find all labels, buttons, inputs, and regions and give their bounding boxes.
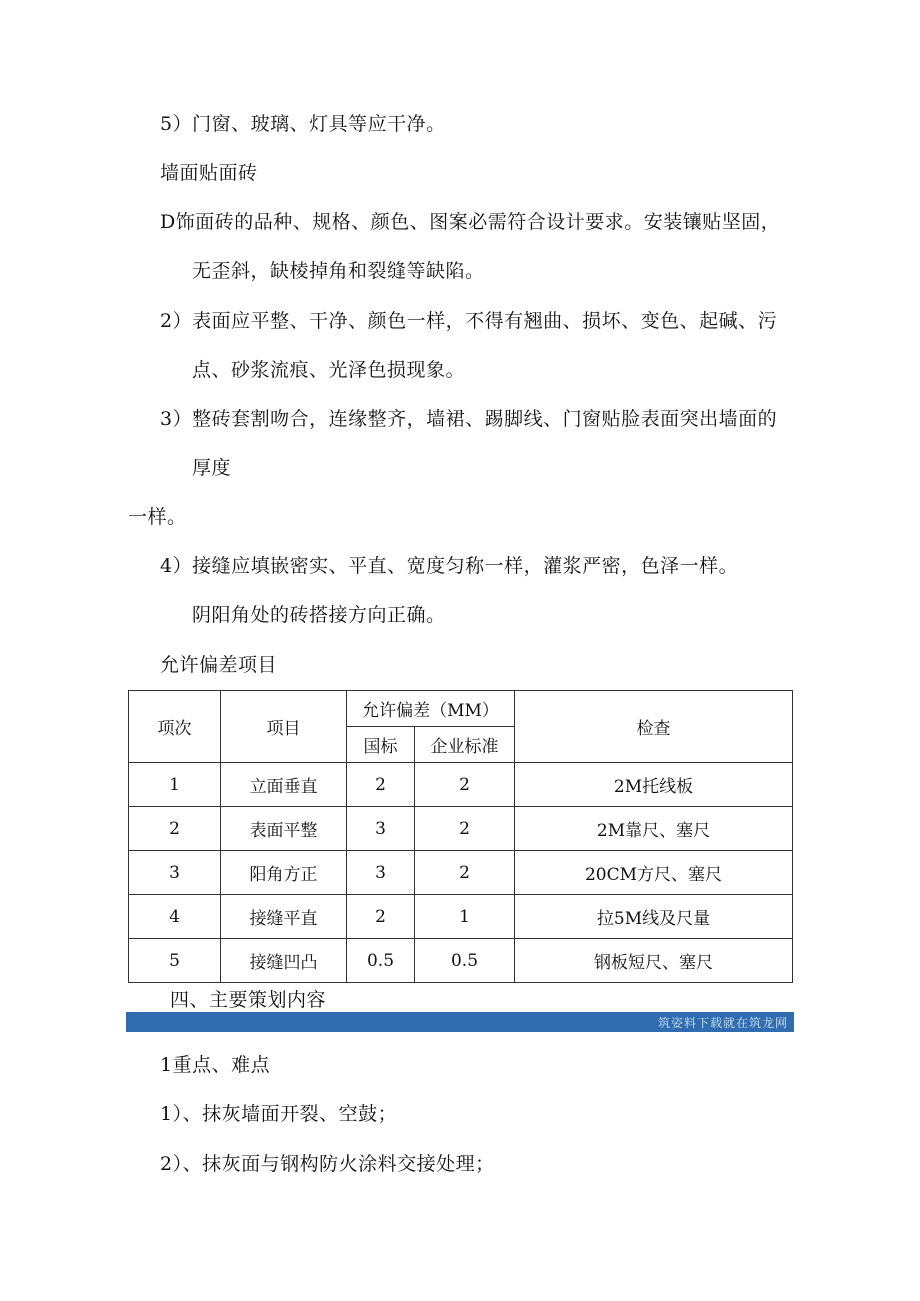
- cell-check: 2M托线板: [515, 763, 793, 807]
- list-item-1: 1）、抹灰墙面开裂、空鼓；: [160, 1103, 398, 1125]
- cell-item: 表面平整: [221, 807, 347, 851]
- cell-item: 立面垂直: [221, 763, 347, 807]
- para-tile-requirement-4: 4）接缝应填嵌密实、平直、宽度匀称一样，灌浆严密，色泽一样。: [160, 555, 739, 577]
- cell-enterprise: 1: [415, 895, 515, 939]
- cell-item: 接缝平直: [221, 895, 347, 939]
- cell-check: 2M靠尺、塞尺: [515, 807, 793, 851]
- cell-index: 2: [129, 807, 221, 851]
- para-tile-requirement-1-cont: 无歪斜，缺棱掉角和裂缝等缺陷。: [192, 260, 485, 282]
- table-row: [129, 939, 793, 983]
- cell-enterprise: 2: [415, 763, 515, 807]
- table-row: [129, 807, 793, 851]
- para-door-window-clean: 5）门窗、玻璃、灯具等应干净。: [160, 113, 446, 135]
- cell-national: 3: [347, 851, 415, 895]
- header-national: 国标: [347, 727, 415, 763]
- section-title: 四、主要策划内容: [170, 989, 327, 1011]
- para-tile-requirement-2-cont: 点、砂浆流痕、光泽色损现象。: [192, 359, 466, 381]
- header-deviation: 允许偏差（MM）: [347, 691, 515, 727]
- table-row: [129, 895, 793, 939]
- cell-national: 0.5: [347, 939, 415, 983]
- table-row: [129, 763, 793, 807]
- para-tile-requirement-3-cont: 厚度: [192, 457, 232, 479]
- cell-enterprise: 2: [415, 807, 515, 851]
- deviation-table: [128, 690, 793, 983]
- cell-index: 5: [129, 939, 221, 983]
- header-enterprise: 企业标准: [415, 727, 515, 763]
- heading-wall-tile: 墙面贴面砖: [160, 162, 258, 184]
- cell-national: 2: [347, 895, 415, 939]
- cell-national: 2: [347, 763, 415, 807]
- cell-item: 阳角方正: [221, 851, 347, 895]
- cell-check: 20CM方尺、塞尺: [515, 851, 793, 895]
- cell-enterprise: 0.5: [415, 939, 515, 983]
- heading-allowed-deviation: 允许偏差项目: [160, 654, 278, 676]
- para-tile-requirement-4-cont: 阴阳角处的砖搭接方向正确。: [192, 604, 446, 626]
- cell-index: 1: [129, 763, 221, 807]
- header-item: 项目: [221, 691, 347, 763]
- header-index: 项次: [129, 691, 221, 763]
- para-tile-requirement-3: 3）整砖套割吻合，连缘整齐，墙裙、踢脚线、门窗贴脸表面突出墙面的: [160, 408, 778, 430]
- banner-text: 筑姿料下载就在筑龙网: [657, 1016, 788, 1030]
- cell-item: 接缝凹凸: [221, 939, 347, 983]
- para-tile-requirement-2: 2）表面应平整、干净、颜色一样，不得有翘曲、损坏、变色、起碱、污: [160, 310, 778, 332]
- cell-index: 4: [129, 895, 221, 939]
- header-check: 检查: [515, 691, 793, 763]
- cell-check: 拉5M线及尺量: [515, 895, 793, 939]
- watermark-banner: [126, 1012, 794, 1032]
- cell-index: 3: [129, 851, 221, 895]
- table-row: [129, 851, 793, 895]
- cell-enterprise: 2: [415, 851, 515, 895]
- para-tile-requirement-1: D饰面砖的品种、规格、颜色、图案必需符合设计要求。安装镶贴坚固，: [160, 211, 781, 233]
- para-tile-requirement-3-end: 一样。: [128, 506, 187, 528]
- cell-check: 钢板短尺、塞尺: [515, 939, 793, 983]
- cell-national: 3: [347, 807, 415, 851]
- list-item-2: 2）、抹灰面与钢构防火涂料交接处理；: [160, 1153, 495, 1175]
- subheading-key-points: 1重点、难点: [160, 1054, 271, 1076]
